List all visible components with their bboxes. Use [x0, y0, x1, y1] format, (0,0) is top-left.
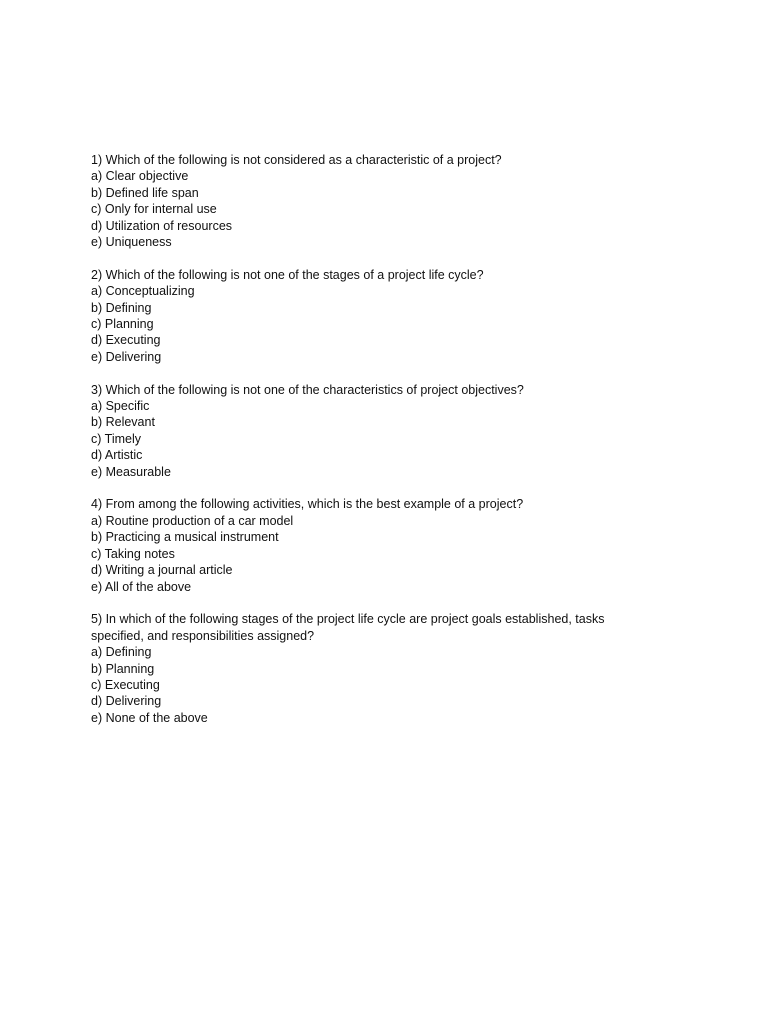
question-2 — [91, 267, 651, 365]
question-text: 1) Which of the following is not considered as a characteristic of a project? — [91, 153, 502, 167]
question-text: 2) Which of the following is not one of the stages of a project life cycle? — [91, 267, 484, 282]
option-a: a) Conceptualizing — [91, 284, 195, 299]
option-d: d) Delivering — [91, 694, 162, 709]
question-1 — [91, 152, 651, 250]
option-b: b) Defining — [91, 300, 152, 315]
question-text: 4) From among the following activities, which is the best example of a project? — [91, 497, 524, 512]
question-text: 3) Which of the following is not one of the characteristics of project objectives? — [91, 382, 524, 397]
question-text: 5) In which of the following stages of the project life cycle are project goals established, tasks specified, and responsibilities assigned? — [91, 612, 605, 643]
option-b: b) Defined life span — [91, 185, 199, 200]
option-e: e) None of the above — [91, 710, 208, 725]
option-d: d) Utilization of resources — [91, 218, 233, 233]
option-a: a) Specific — [91, 399, 150, 414]
option-d: d) Writing a journal article — [91, 563, 233, 578]
option-e: e) Measurable — [91, 464, 171, 479]
option-a: a) Clear objective — [91, 169, 189, 184]
option-a: a) Defining — [91, 645, 152, 660]
option-b: b) Practicing a musical instrument — [91, 530, 279, 545]
option-a: a) Routine production of a car model — [91, 513, 294, 528]
question-3 — [91, 382, 651, 480]
option-c: c) Timely — [91, 431, 141, 446]
question-5 — [91, 611, 651, 726]
option-c: c) Only for internal use — [91, 202, 217, 217]
option-d: d) Executing — [91, 333, 161, 348]
option-e: e) All of the above — [91, 579, 192, 594]
option-c: c) Planning — [91, 317, 154, 332]
option-b: b) Planning — [91, 661, 155, 676]
option-c: c) Taking notes — [91, 546, 175, 561]
option-b: b) Relevant — [91, 415, 155, 430]
document-page — [91, 152, 651, 743]
question-4 — [91, 496, 651, 594]
option-e: e) Delivering — [91, 349, 162, 364]
option-d: d) Artistic — [91, 448, 143, 463]
option-c: c) Executing — [91, 677, 160, 692]
option-e: e) Uniqueness — [91, 235, 172, 250]
